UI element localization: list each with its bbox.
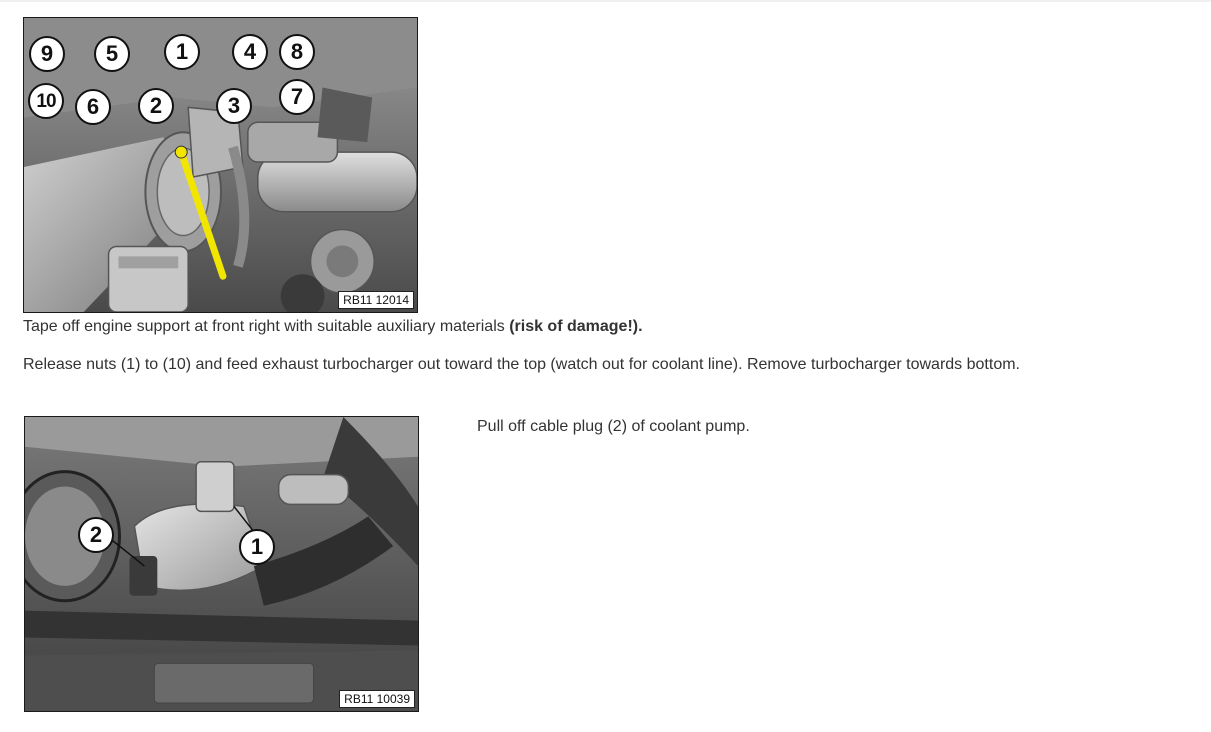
engine-illustration [24,18,417,312]
figure-reference-code: RB11 10039 [339,690,415,708]
step-release-nuts: Release nuts (1) to (10) and feed exhaust turbocharger out toward the top (watch out for coolant line). Remove turbocharger towards bottom. [23,356,1020,373]
callout-2: 2 [138,88,174,124]
callout-9: 9 [29,36,65,72]
callout-1: 1 [239,529,275,565]
figure-reference-code: RB11 12014 [338,291,414,309]
step-pull-cable-plug: Pull off cable plug (2) of coolant pump. [477,418,750,435]
callout-3: 3 [216,88,252,124]
coolant-pump-illustration [25,417,418,711]
callout-7: 7 [279,79,315,115]
step-tape-engine-support [23,317,643,337]
callout-1: 1 [164,34,200,70]
callout-5: 5 [94,36,130,72]
step-text: Tape off engine support at front right with suitable auxiliary materials [23,318,510,335]
warning-text: (risk of damage!). [509,318,643,335]
callout-8: 8 [279,34,315,70]
top-divider [0,0,1211,2]
turbocharger-figure [23,17,418,313]
callout-6: 6 [75,89,111,125]
callout-2: 2 [78,517,114,553]
callout-10: 10 [28,83,64,119]
callout-4: 4 [232,34,268,70]
coolant-pump-figure [24,416,419,712]
